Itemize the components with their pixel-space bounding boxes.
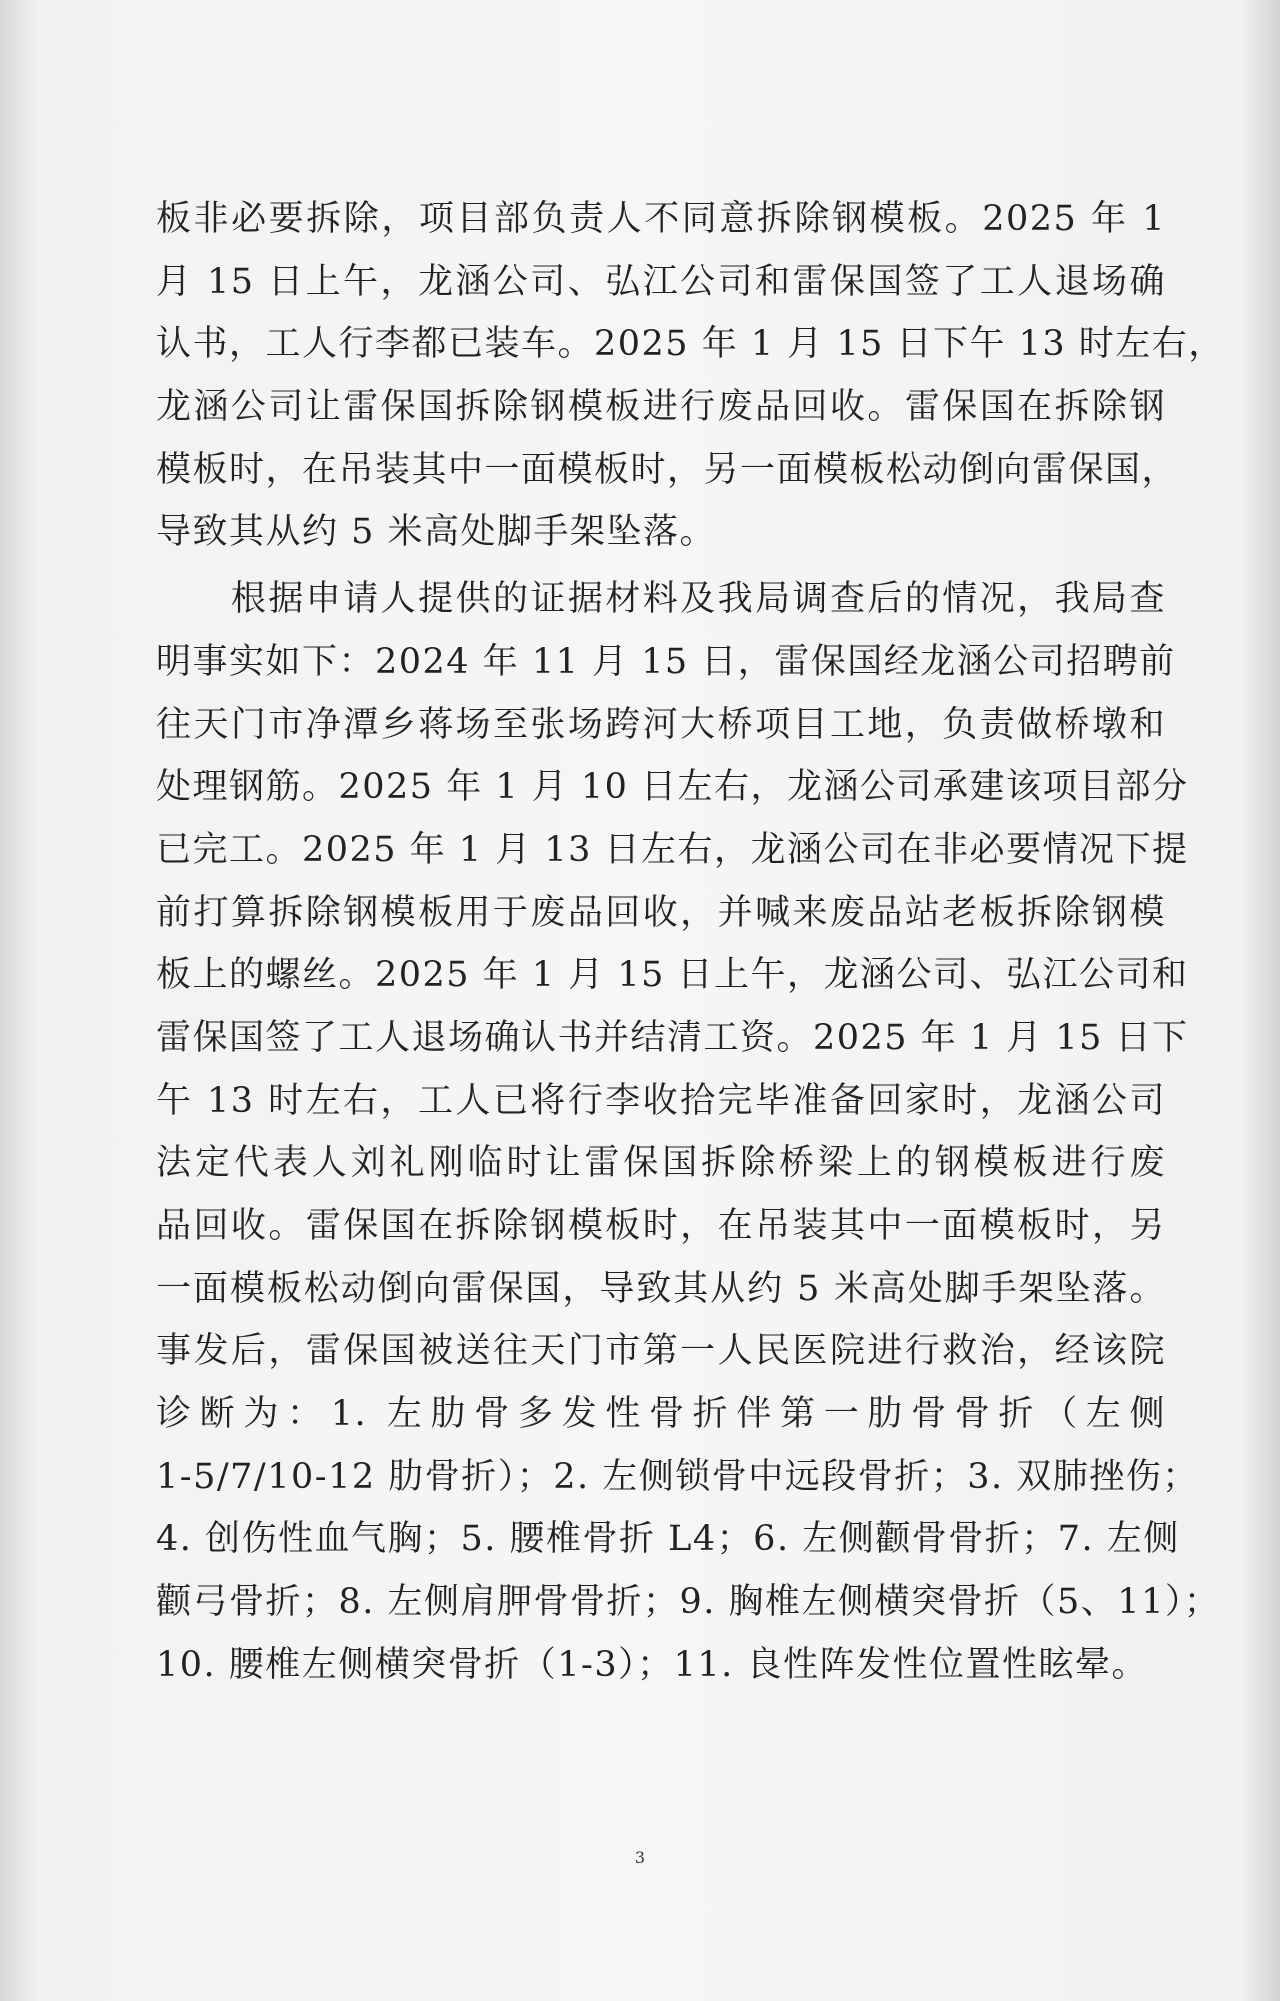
text-line: 处理钢筋。2025 年 1 月 10 日左右，龙涵公司承建该项目部分 (156, 767, 1189, 808)
text-line: 往天门市净潭乡蒋场至张场跨河大桥项目工地，负责做桥墩和 (156, 704, 1166, 745)
text-line: 已完工。2025 年 1 月 13 日左右，龙涵公司在非必要情况下提 (156, 829, 1189, 870)
text-line: 颧弓骨折；8. 左侧肩胛骨骨折；9. 胸椎左侧横突骨折（5、11）； (156, 1582, 1221, 1623)
text-line: 事发后，雷保国被送往天门市第一人民医院进行救治，经该院 (156, 1331, 1166, 1372)
text-line: 板上的螺丝。2025 年 1 月 15 日上午，龙涵公司、弘江公司和 (156, 955, 1189, 996)
text-line: 品回收。雷保国在拆除钢模板时，在吊装其中一面模板时，另 (156, 1206, 1166, 1246)
text-line: 龙涵公司让雷保国拆除钢模板进行废品回收。雷保国在拆除钢 (156, 387, 1166, 428)
text-line: 午 13 时左右，工人已将行李收拾完毕准备回家时，龙涵公司 (156, 1080, 1166, 1121)
text-line: 法定代表人刘礼刚临时让雷保国拆除桥梁上的钢模板进行废 (156, 1143, 1166, 1184)
text-line: 月 15 日上午，龙涵公司、弘江公司和雷保国签了工人退场确 (156, 261, 1166, 302)
text-line: 10. 腰椎左侧横突骨折（1-3）；11. 良性阵发性位置性眩晕。 (156, 1644, 1148, 1685)
text-line: 雷保国签了工人退场确认书并结清工资。2025 年 1 月 15 日下 (156, 1017, 1189, 1058)
text-line: 明事实如下：2024 年 11 月 15 日，雷保国经龙涵公司招聘前 (156, 641, 1176, 682)
text-line: 一面模板松动倒向雷保国，导致其从约 5 米高处脚手架坠落。 (156, 1268, 1166, 1309)
text-line: 4. 创伤性血气胸；5. 腰椎骨折 L4；6. 左侧颧骨骨折；7. 左侧 (156, 1519, 1180, 1560)
text-line: 板非必要拆除，项目部负责人不同意拆除钢模板。2025 年 1 (156, 199, 1166, 239)
page-number: 3 (634, 1848, 646, 1867)
text-line: 模板时，在吊装其中一面模板时，另一面模板松动倒向雷保国， (156, 449, 1179, 490)
text-line: 诊断为：1. 左肋骨多发性骨折伴第一肋骨骨折（左侧 (156, 1394, 1166, 1435)
paragraph-2 (156, 568, 1221, 1696)
text-line: 认书，工人行李都已装车。2025 年 1 月 15 日下午 13 时左右， (156, 324, 1225, 365)
text-line: 1-5/7/10-12 肋骨折）；2. 左侧锁骨中远段骨折；3. 双肺挫伤； (156, 1456, 1199, 1497)
text-line: 根据申请人提供的证据材料及我局调查后的情况，我局查 (156, 579, 1166, 620)
document-body (156, 188, 1225, 1697)
text-line: 导致其从约 5 米高处脚手架坠落。 (156, 512, 717, 553)
text-line: 前打算拆除钢模板用于废品回收，并喊来废品站老板拆除钢模 (156, 892, 1166, 933)
paragraph-1 (156, 188, 1225, 564)
